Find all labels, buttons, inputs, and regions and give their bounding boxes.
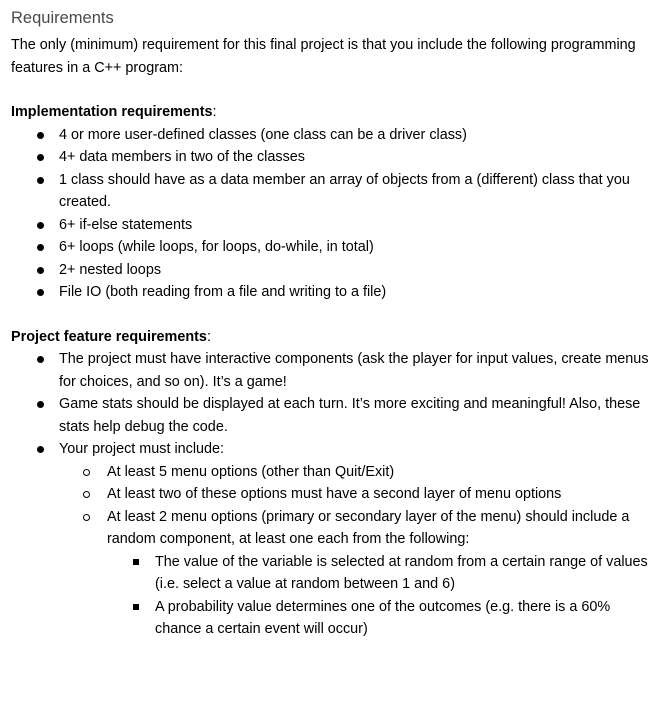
- bullet-disc-icon: [37, 267, 44, 274]
- document: [11, 6, 651, 641]
- intro-paragraph: The only (minimum) requirement for this final project is that you include the following programming features in a C++ program:: [11, 37, 636, 76]
- implementation-list: [11, 124, 651, 304]
- section-title: [11, 326, 651, 349]
- sub-sub-list-item-text: The value of the variable is selected at random from a certain range of values (i.e. select a value at random between 1 and 6): [155, 553, 648, 592]
- list-item: [59, 124, 651, 147]
- sub-sub-list: [107, 551, 651, 641]
- list-item-text: Game stats should be displayed at each turn. It’s more exciting and meaningful! Also, these stats help debug the code.: [59, 396, 641, 435]
- sub-list-item: [107, 483, 651, 506]
- implementation-section: [11, 101, 651, 304]
- list-item: [59, 438, 651, 641]
- bullet-circle-icon: [83, 514, 90, 521]
- bullet-disc-icon: [37, 177, 44, 184]
- list-item-text: The project must have interactive components (ask the player for input values, create menus for choices, and so on). It’s a game!: [59, 351, 649, 390]
- list-item-text: 4+ data members in two of the classes: [59, 149, 305, 165]
- bullet-circle-icon: [83, 491, 90, 498]
- list-item-text: 6+ loops (while loops, for loops, do-while, in total): [59, 239, 374, 255]
- list-item: [59, 281, 651, 304]
- list-item: [59, 259, 651, 282]
- list-item-text: 6+ if-else statements: [59, 216, 193, 233]
- bullet-disc-icon: [37, 289, 44, 296]
- list-item-text: Your project must include:: [59, 441, 225, 457]
- project-section: [11, 326, 651, 641]
- list-item: [59, 393, 651, 438]
- list-item-text: File IO (both reading from a file and writing to a file): [59, 284, 387, 300]
- bullet-square-icon: [133, 559, 139, 565]
- sub-sub-list-item: [155, 596, 651, 641]
- list-item-text: 2+ nested loops: [59, 261, 162, 278]
- section-title-colon: :: [206, 328, 211, 345]
- bullet-circle-icon: [83, 469, 90, 476]
- page-title: Requirements: [11, 9, 114, 27]
- list-item: [59, 214, 651, 237]
- sub-sub-list-item-text: A probability value determines one of the outcomes (e.g. there is a 60% chance a certain event will occur): [155, 598, 611, 637]
- section-title-colon: :: [212, 104, 217, 120]
- project-list: [11, 348, 651, 641]
- section-title-text: Project feature requirements: [11, 328, 207, 345]
- bullet-disc-icon: [37, 446, 44, 453]
- list-item: [59, 348, 651, 393]
- list-item-text: 4 or more user-defined classes (one class can be a driver class): [59, 126, 467, 143]
- sub-list-item: [107, 461, 651, 484]
- sub-sub-list-item: [155, 551, 651, 596]
- bullet-disc-icon: [37, 222, 44, 229]
- bullet-disc-icon: [37, 244, 44, 251]
- bullet-disc-icon: [37, 401, 44, 408]
- section-title: [11, 101, 651, 124]
- bullet-disc-icon: [37, 356, 44, 363]
- sub-list-item: [107, 506, 651, 641]
- list-item: [59, 236, 651, 259]
- list-item-text: 1 class should have as a data member an array of objects from a (different) class that you created.: [59, 171, 630, 210]
- sub-list-item-text: At least two of these options must have a second layer of menu options: [107, 486, 562, 502]
- section-title-text: Implementation requirements: [11, 104, 213, 120]
- bullet-disc-icon: [37, 154, 44, 161]
- bullet-square-icon: [133, 604, 139, 610]
- list-item: [59, 146, 651, 169]
- list-item: [59, 169, 651, 214]
- sub-list-item-text: At least 5 menu options (other than Quit/Exit): [107, 463, 395, 480]
- sub-list: [59, 461, 651, 641]
- sub-list-item-text: At least 2 menu options (primary or secondary layer of the menu) should include a random component, at least one each from the following:: [107, 508, 630, 547]
- bullet-disc-icon: [37, 132, 44, 139]
